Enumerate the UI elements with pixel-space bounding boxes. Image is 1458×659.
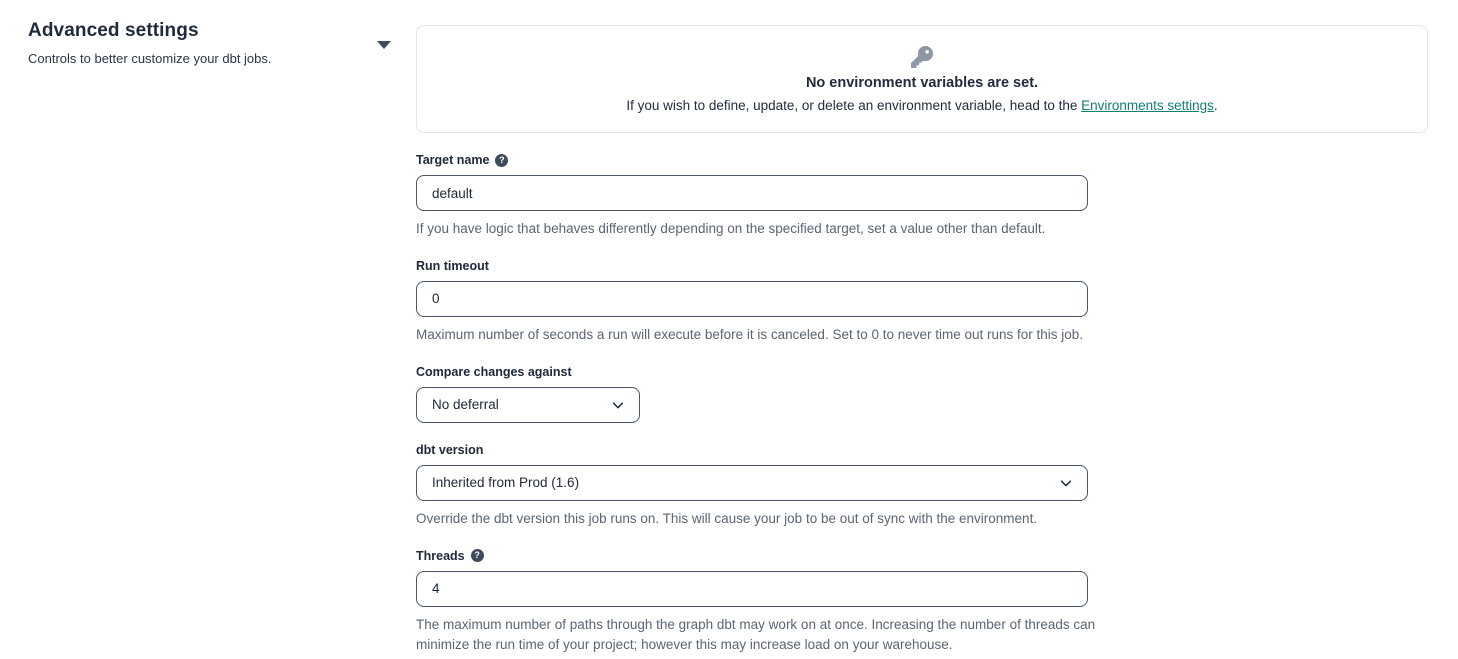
dbt-version-help-text: Override the dbt version this job runs on. This will cause your job to be out of sync with the environment. (416, 510, 1038, 526)
run-timeout-input[interactable] (416, 281, 1088, 317)
dbt-version-label-row (416, 443, 1428, 457)
run-timeout-help-text: Maximum number of seconds a run will execute before it is canceled. Set to 0 to never time out runs for this job. (416, 326, 1084, 342)
advanced-settings-header (28, 20, 368, 66)
dbt-version-group (416, 443, 1428, 529)
empty-state-title: No environment variables are set. (805, 74, 1039, 91)
advanced-settings-panel (416, 25, 1428, 659)
dbt-version-selected-value: Inherited from Prod (1.6) (432, 475, 580, 491)
empty-state-message-suffix: . (1213, 97, 1218, 113)
compare-changes-label: Compare changes against (416, 364, 572, 379)
compare-changes-label-row (416, 365, 1428, 379)
chevron-down-icon (1059, 476, 1073, 490)
key-icon (911, 46, 933, 68)
environments-settings-link[interactable]: Environments settings (1081, 97, 1214, 113)
page-subtitle: Controls to better customize your dbt jobs. (28, 51, 272, 66)
page-title: Advanced settings (28, 20, 199, 41)
target-name-label-row (416, 153, 1428, 167)
run-timeout-group (416, 259, 1428, 345)
target-name-group (416, 153, 1428, 239)
empty-state-message-prefix: If you wish to define, update, or delete an environment variable, head to the (626, 97, 1082, 113)
dbt-version-label: dbt version (416, 442, 484, 457)
target-name-label: Target name (416, 153, 490, 167)
threads-label: Threads (416, 548, 465, 563)
target-name-help-text: If you have logic that behaves differently depending on the specified target, set a value other than default. (416, 221, 1046, 236)
compare-changes-selected-value: No deferral (432, 397, 499, 413)
compare-changes-select[interactable] (416, 387, 640, 423)
env-vars-empty-state (416, 25, 1428, 133)
run-timeout-label: Run timeout (416, 258, 489, 273)
target-name-input[interactable] (416, 175, 1088, 211)
run-timeout-label-row (416, 259, 1428, 273)
threads-help-text: The maximum number of paths through the graph dbt may work on at once. Increasing the number of threads can minimize the run time of your project; however this may increase load on your warehouse. (416, 616, 1096, 652)
threads-label-row (416, 549, 1428, 563)
help-icon[interactable]: ? (471, 549, 484, 562)
collapse-caret-icon[interactable] (377, 41, 391, 49)
threads-input[interactable] (416, 571, 1088, 607)
dbt-version-select[interactable] (416, 465, 1088, 501)
compare-changes-group (416, 365, 1428, 423)
help-icon[interactable]: ? (495, 154, 508, 167)
threads-group (416, 549, 1428, 655)
chevron-down-icon (611, 398, 625, 412)
empty-state-message (626, 98, 1217, 113)
